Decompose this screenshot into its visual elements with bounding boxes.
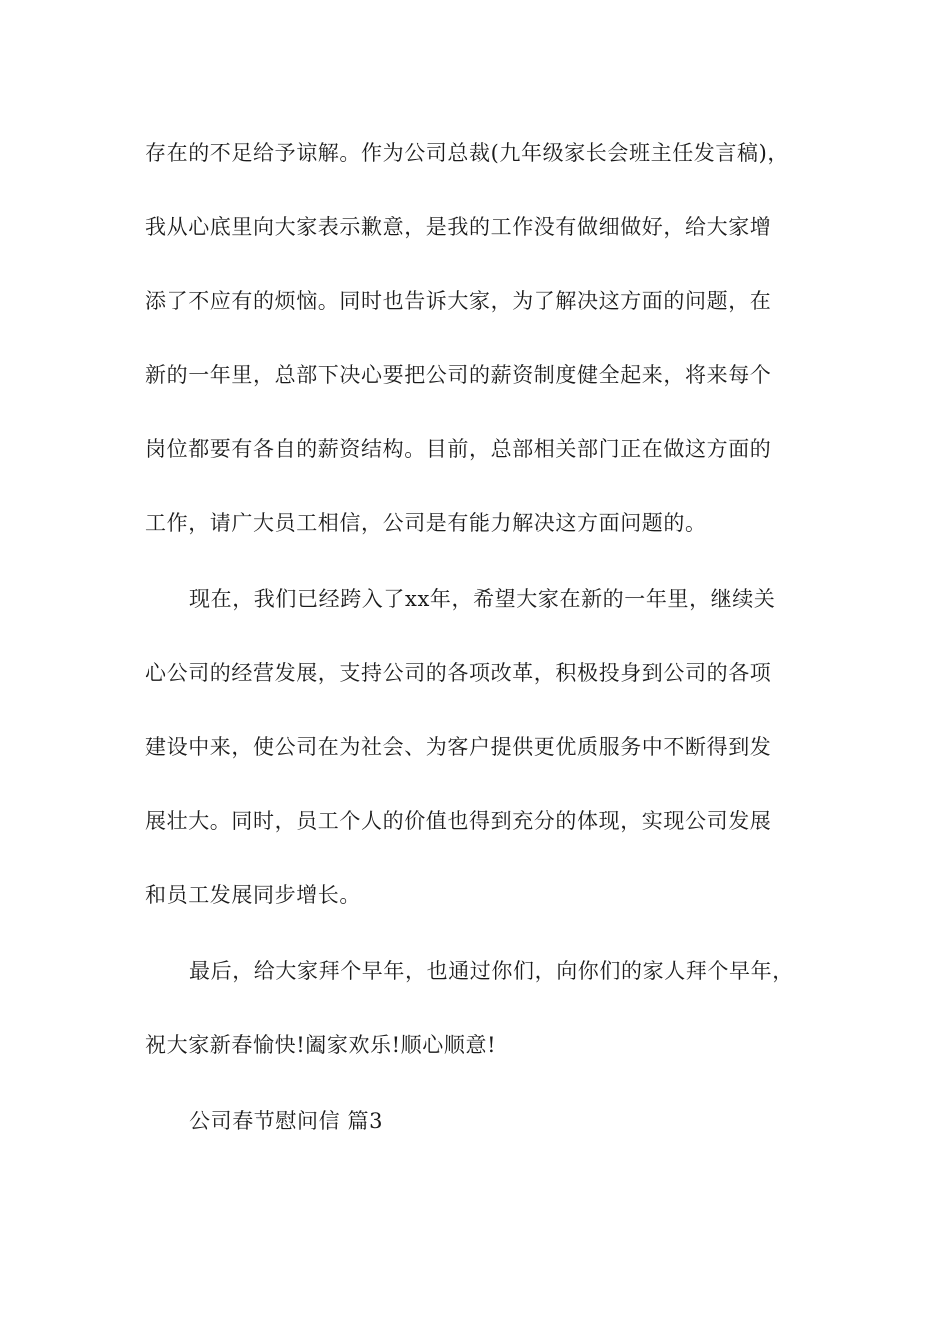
paragraph-line: 存在的不足给予谅解。作为公司总裁(九年级家长会班主任发言稿)，	[145, 141, 789, 165]
paragraph-line: 新的一年里，总部下决心要把公司的薪资制度健全起来，将来每个	[145, 363, 772, 387]
paragraph-first-line: 现在，我们已经跨入了xx年，希望大家在新的一年里，继续关	[189, 587, 776, 611]
paragraph-line: 我从心底里向大家表示歉意，是我的工作没有做细做好，给大家增	[145, 215, 772, 239]
paragraph-line: 展壮大。同时，员工个人的价值也得到充分的体现，实现公司发展	[145, 809, 772, 833]
paragraph-line: 心公司的经营发展，支持公司的各项改革，积极投身到公司的各项	[145, 661, 772, 685]
paragraph-line: 祝大家新春愉快!阖家欢乐!顺心顺意!	[145, 1033, 497, 1057]
paragraph-line: 添了不应有的烦恼。同时也告诉大家，为了解决这方面的问题，在	[145, 289, 772, 313]
paragraph-line: 建设中来，使公司在为社会、为客户提供更优质服务中不断得到发	[145, 735, 772, 759]
paragraph-line: 和员工发展同步增长。	[145, 883, 361, 907]
section-heading: 公司春节慰问信 篇3	[189, 1109, 384, 1133]
paragraph-line: 岗位都要有各自的薪资结构。目前，总部相关部门正在做这方面的	[145, 437, 772, 461]
paragraph-first-line: 最后，给大家拜个早年，也通过你们，向你们的家人拜个早年，	[189, 959, 794, 983]
paragraph-line: 工作，请广大员工相信，公司是有能力解决这方面问题的。	[145, 511, 707, 535]
